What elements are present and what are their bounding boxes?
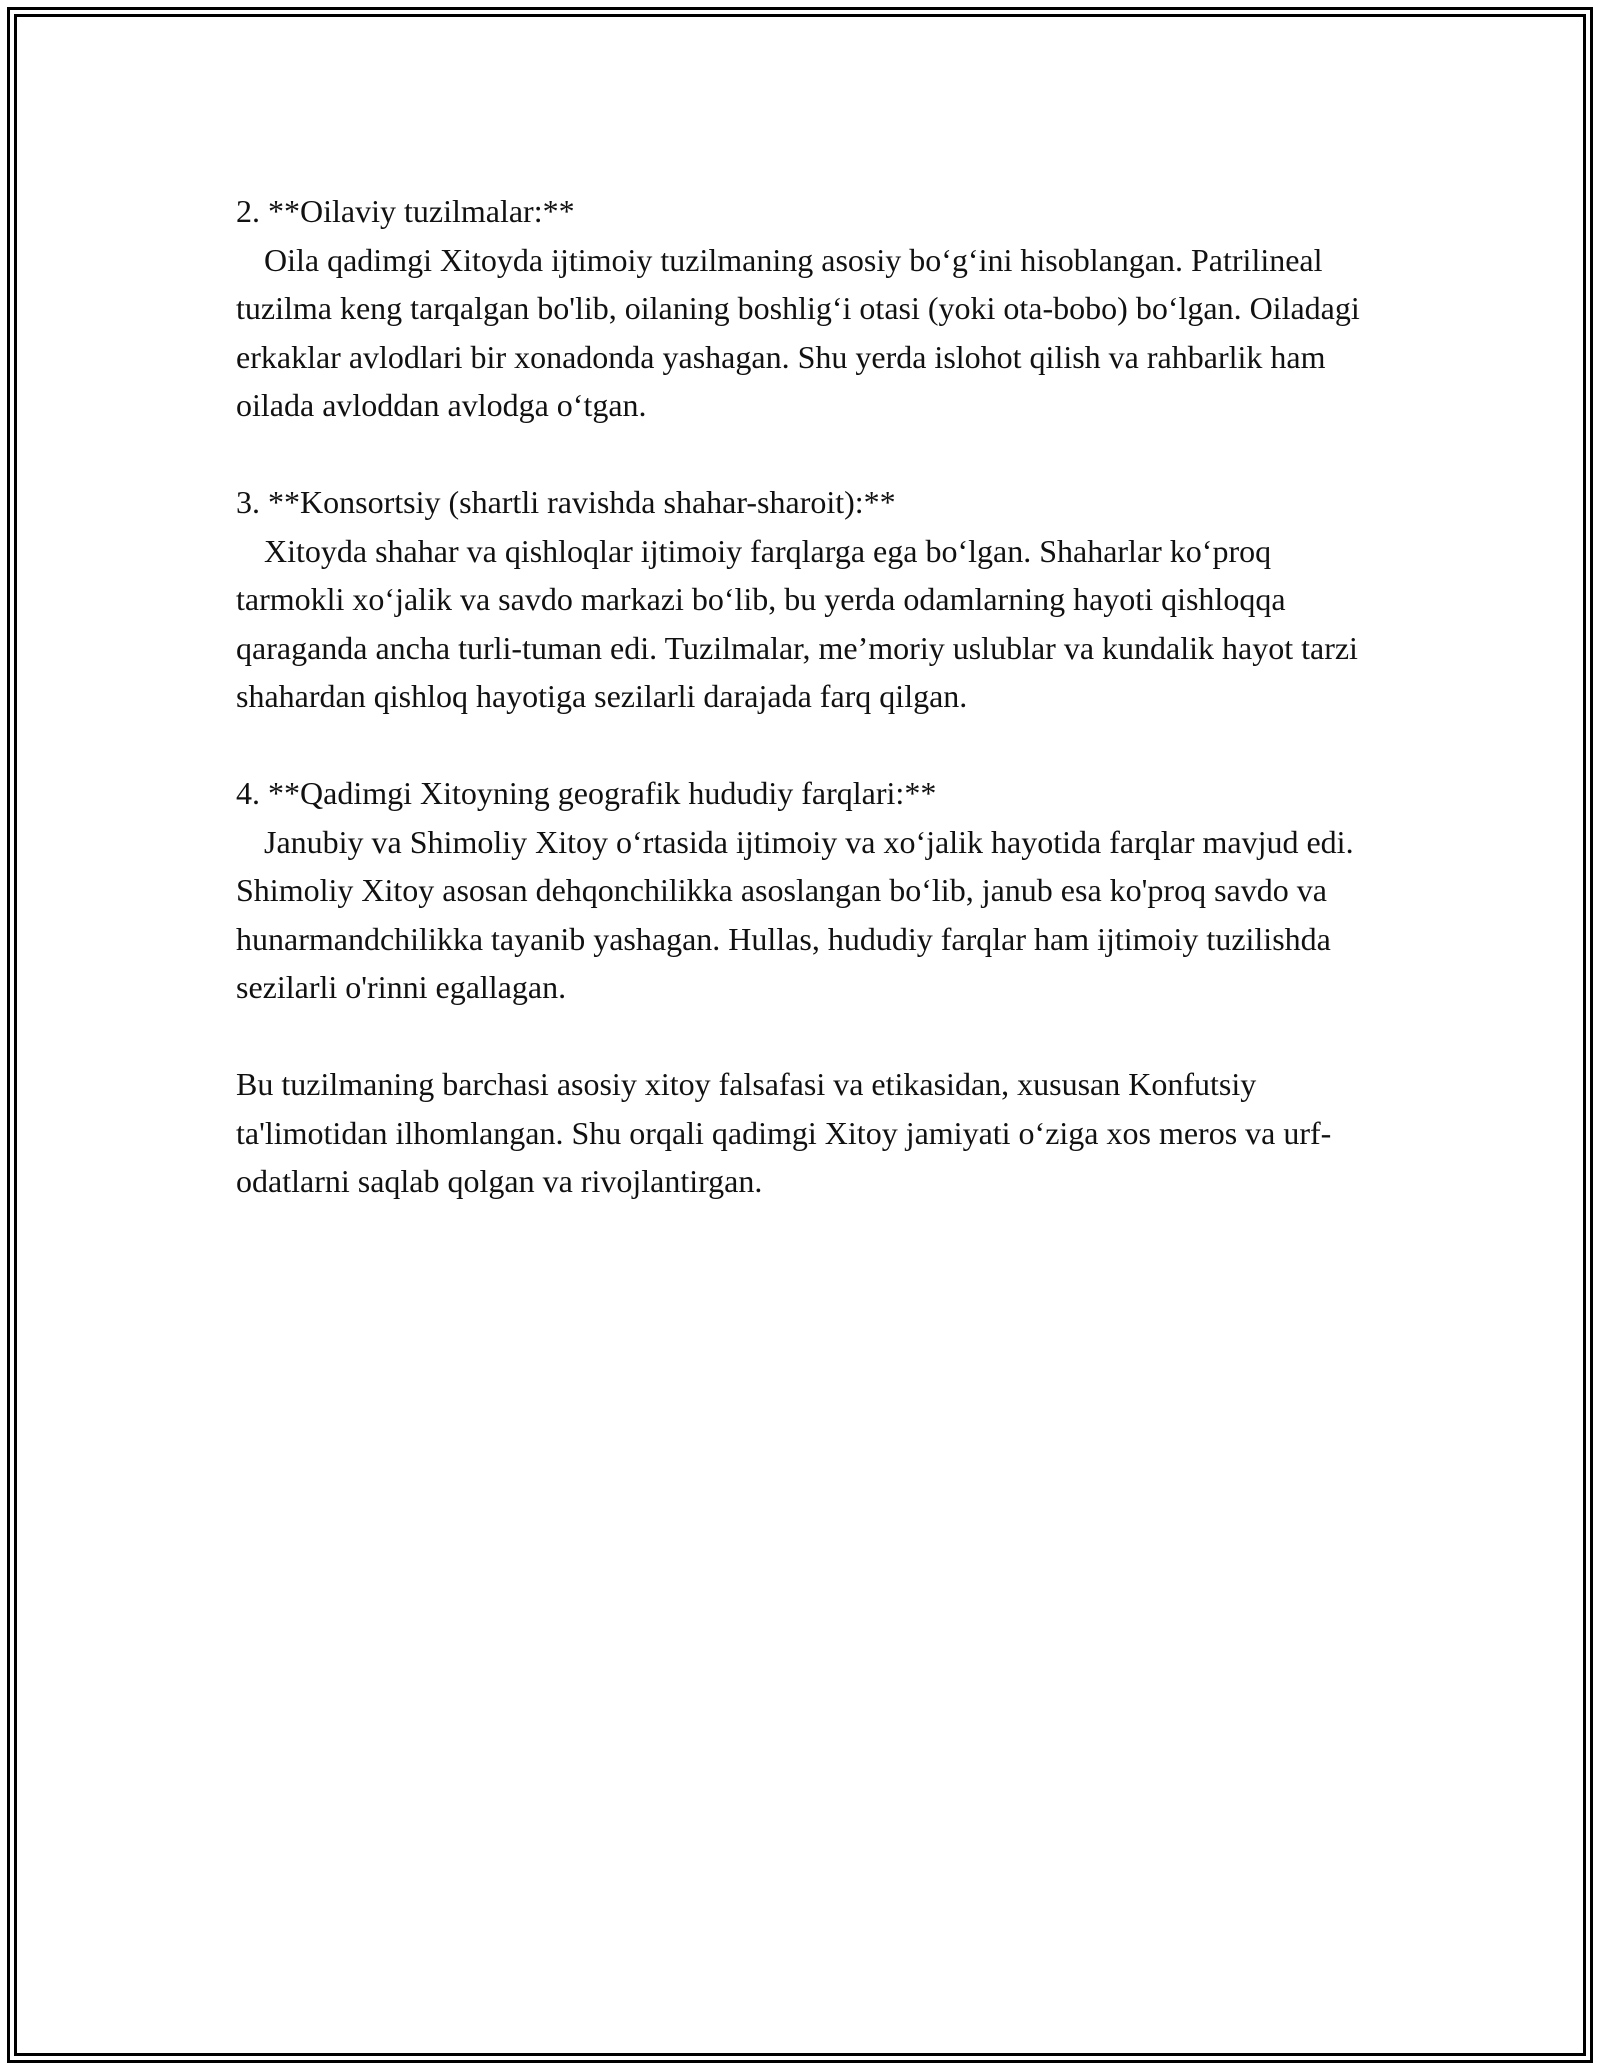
section-consortium bbox=[236, 478, 1366, 721]
section-paragraph: Oila qadimgi Xitoyda ijtimoiy tuzilmaning asosiy bo‘g‘ini hisoblangan. Patrilineal tuzilma keng tarqalgan bo'lib, oilaning boshlig‘i otasi (yoki ota-bobo) bo‘lgan. Oiladagi erkaklar avlodlari bir xonadonda yashagan. Shu yerda islohot qilish va rahbarlik ham oilada avloddan avlodga o‘tgan. bbox=[236, 241, 1360, 423]
section-heading: 4. **Qadimgi Xitoyning geografik hududiy farqlari:** bbox=[236, 775, 937, 811]
document-body bbox=[236, 187, 1366, 1206]
section-heading: 3. **Konsortsiy (shartli ravishda shahar-sharoit):** bbox=[236, 484, 896, 520]
section-paragraph: Janubiy va Shimoliy Xitoy o‘rtasida ijtimoiy va xo‘jalik hayotida farqlar mavjud edi. Shimoliy Xitoy asosan dehqonchilikka asoslangan bo‘lib, janub esa ko'proq savdo va hunarmandchilikka tayanib yashagan. Hullas, hududiy farqlar ham ijtimoiy tuzilishda sezilarli o'rinni egallagan. bbox=[236, 823, 1354, 1005]
section-family-structures bbox=[236, 187, 1366, 430]
section-geographic-differences bbox=[236, 769, 1366, 1012]
conclusion-paragraph: Bu tuzilmaning barchasi asosiy xitoy falsafasi va etikasidan, xususan Konfutsiy ta'limotidan ilhomlangan. Shu orqali qadimgi Xitoy jamiyati o‘ziga xos meros va urf-odatlarni saqlab qolgan va rivojlantirgan. bbox=[236, 1066, 1332, 1199]
section-heading: 2. **Oilaviy tuzilmalar:** bbox=[236, 193, 575, 229]
section-paragraph: Xitoyda shahar va qishloqlar ijtimoiy farqlarga ega bo‘lgan. Shaharlar ko‘proq tarmokli xo‘jalik va savdo markazi bo‘lib, bu yerda odamlarning hayoti qishloqqa qaraganda ancha turli-tuman edi. Tuzilmalar, me’moriy uslublar va kundalik hayot tarzi shahardan qishloq hayotiga sezilarli darajada farq qilgan. bbox=[236, 532, 1358, 714]
